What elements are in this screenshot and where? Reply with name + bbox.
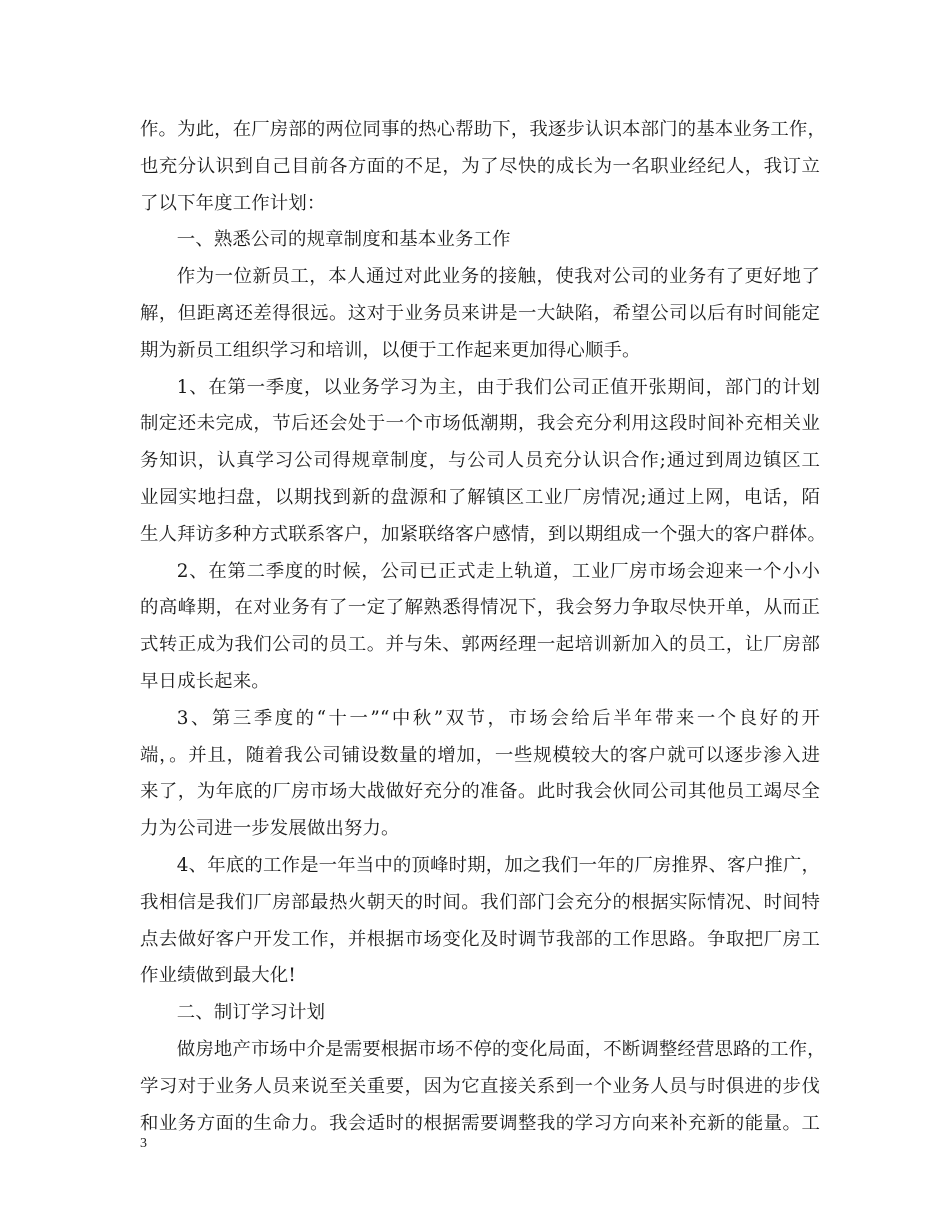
text-line: 制定还未完成，节后还会处于一个市场低潮期，我会充分利用这段时间补充相关业 <box>140 413 820 435</box>
text-line: 作。为此，在厂房部的两位同事的热心帮助下，我逐步认识本部门的基本业务工作， <box>140 119 827 140</box>
text-line: 4、年底的工作是一年当中的顶峰时期，加之我们一年的厂房推界、客户推广， <box>176 854 820 876</box>
text-line: 端，。并且，随着我公司铺设数量的增加，一些规模较大的客户就可以逐步渗入进 <box>140 744 820 766</box>
text-line: 早日成长起来。 <box>140 670 270 692</box>
text-line: 和业务方面的生命力。我会适时的根据需要调整我的学习方向来补充新的能量。工 <box>140 1112 820 1134</box>
text-line: 我相信是我们厂房部最热火朝天的时间。我们部门会充分的根据实际情况、时间特 <box>140 891 820 913</box>
page-number: 3 <box>140 1136 147 1151</box>
text-line: 作业绩做到最大化! <box>140 965 296 987</box>
document-body <box>140 112 827 1142</box>
text-line: 学习对于业务人员来说至关重要，因为它直接关系到一个业务人员与时俱进的步伐 <box>140 1075 820 1097</box>
text-line: 二、制订学习计划 <box>176 1002 326 1024</box>
text-line: 务知识，认真学习公司得规章制度，与公司人员充分认识合作;通过到周边镇区工 <box>140 450 820 472</box>
text-line: 1、在第一季度，以业务学习为主，由于我们公司正值开张期间，部门的计划 <box>176 376 820 398</box>
text-line: 来了，为年底的厂房市场大战做好充分的准备。此时我会伙同公司其他员工竭尽全 <box>140 781 820 803</box>
text-line: 生人拜访多种方式联系客户，加紧联络客户感情，到以期组成一个强大的客户群体。 <box>140 523 827 545</box>
text-line: 的高峰期，在对业务有了一定了解熟悉得情况下，我会努力争取尽快开单，从而正 <box>140 597 820 619</box>
text-line: 3、第三季度的“十一”“中秋”双节，市场会给后半年带来一个良好的开 <box>176 707 820 729</box>
text-line: 一、熟悉公司的规章制度和基本业务工作 <box>176 229 511 251</box>
text-line: 业园实地扫盘，以期找到新的盘源和了解镇区工业厂房情况;通过上网，电话，陌 <box>140 486 820 508</box>
text-line: 力为公司进一步发展做出努力。 <box>140 818 400 840</box>
text-line: 期为新员工组织学习和培训，以便于工作起来更加得心顺手。 <box>140 339 641 361</box>
text-line: 了以下年度工作计划： <box>140 192 326 214</box>
text-line: 也充分认识到自己目前各方面的不足，为了尽快的成长为一名职业经纪人，我订立 <box>140 155 820 177</box>
text-line: 2、在第二季度的时候，公司已正式走上轨道，工业厂房市场会迎来一个小小 <box>176 560 820 582</box>
text-line: 点去做好客户开发工作，并根据市场变化及时调节我部的工作思路。争取把厂房工 <box>140 928 820 950</box>
text-line: 解，但距离还差得很远。这对于业务员来讲是一大缺陷，希望公司以后有时间能定 <box>140 302 820 324</box>
text-line: 做房地产市场中介是需要根据市场不停的变化局面，不断调整经营思路的工作， <box>176 1038 826 1060</box>
text-line: 作为一位新员工，本人通过对此业务的接触，使我对公司的业务有了更好地了 <box>176 266 820 288</box>
text-line: 式转正成为我们公司的员工。并与朱、郭两经理一起培训新加入的员工，让厂房部 <box>140 634 820 656</box>
